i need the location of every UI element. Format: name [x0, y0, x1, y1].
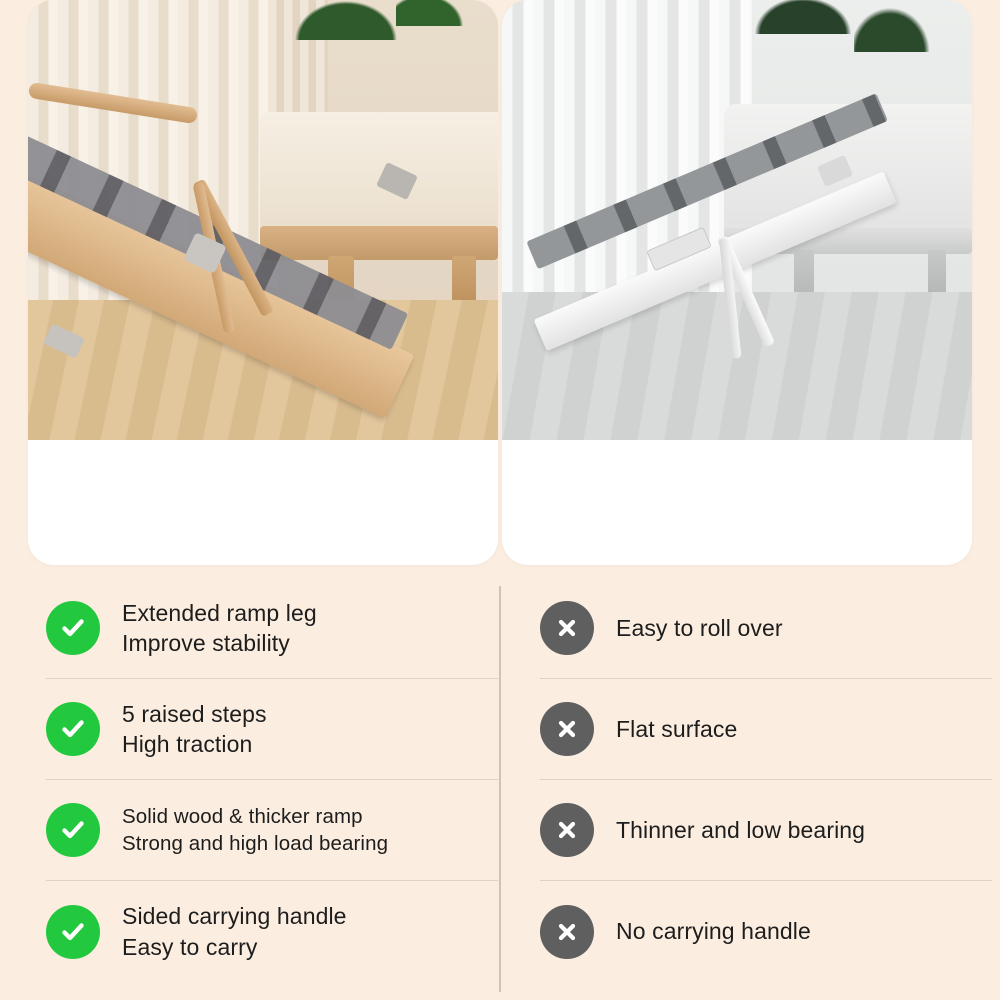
plant-leaf-secondary-icon: [396, 0, 466, 26]
check-icon: [46, 702, 100, 756]
product-photo-wooden-ramp: [28, 0, 498, 440]
check-icon: [46, 803, 100, 857]
list-item: [540, 578, 992, 679]
pros-column: [46, 578, 498, 982]
check-icon: [46, 601, 100, 655]
plant-leaf-icon: [286, 0, 406, 40]
pros-text-3: [122, 803, 388, 857]
column-divider: [499, 586, 501, 992]
list-item: [46, 578, 498, 679]
list-item: [46, 679, 498, 780]
pros-text-2: [122, 699, 267, 760]
cons-text-4: No carrying handle: [616, 918, 811, 945]
plant-leaf-icon: [748, 0, 858, 34]
pros-line1-4: Sided carrying handle: [122, 903, 347, 930]
list-item: [46, 780, 498, 881]
list-item: [540, 780, 992, 881]
cross-icon: [540, 601, 594, 655]
cons-text-2: Flat surface: [616, 715, 738, 742]
pros-line1-3: Solid wood & thicker ramp: [122, 804, 363, 828]
pros-line2-2: High traction: [122, 731, 253, 757]
product-photo-metal-ramp: [502, 0, 972, 440]
product-card-right: [502, 0, 972, 565]
list-item: [540, 679, 992, 780]
pros-line2-1: Improve stability: [122, 630, 290, 656]
product-card-left: [28, 0, 498, 565]
check-icon: [46, 905, 100, 959]
cons-text-3: Thinner and low bearing: [616, 816, 866, 843]
cons-column: [540, 578, 992, 982]
list-item: [540, 881, 992, 982]
cross-icon: [540, 702, 594, 756]
cross-icon: [540, 803, 594, 857]
list-item: [46, 881, 498, 982]
cons-text-1: Easy to roll over: [616, 614, 783, 641]
feature-comparison: [0, 578, 1000, 1000]
plant-leaf-secondary-icon: [854, 0, 944, 52]
pros-line2-3: Strong and high load bearing: [122, 832, 389, 855]
pros-line1-2: 5 raised steps: [122, 700, 267, 727]
pros-line1-1: Extended ramp leg: [122, 599, 317, 626]
cross-icon: [540, 905, 594, 959]
pros-line2-4: Easy to carry: [122, 933, 258, 960]
pros-text-1: [122, 598, 317, 659]
pros-text-4: [122, 901, 347, 962]
